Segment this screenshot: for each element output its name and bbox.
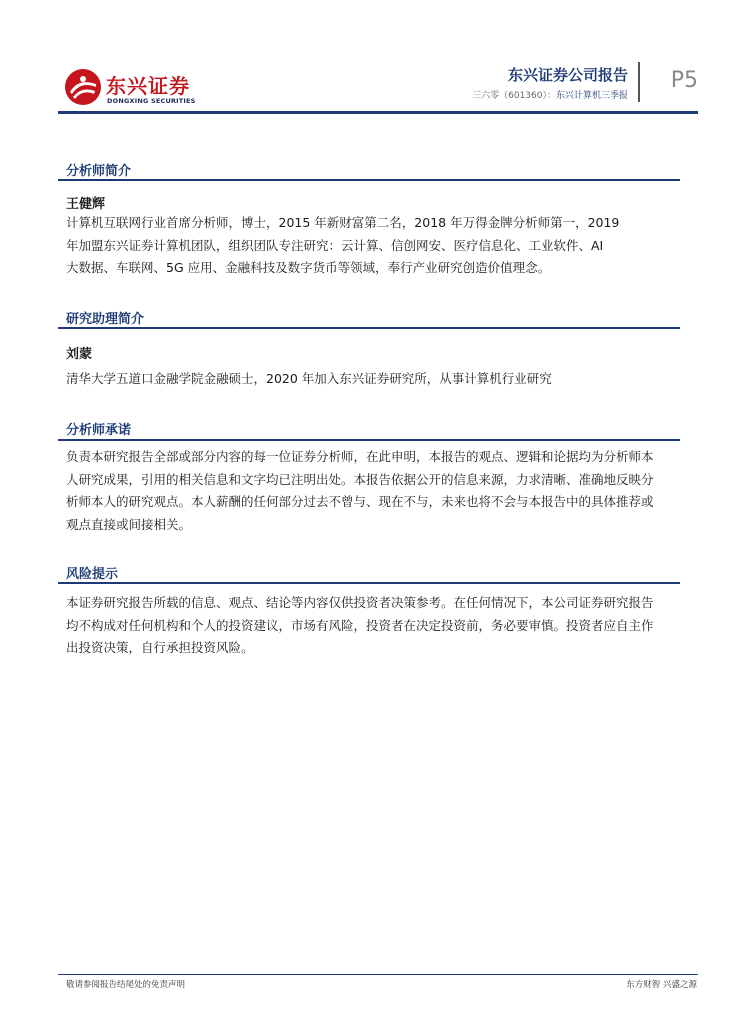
pledge-line: 负责本研究报告全部或部分内容的每一位证券分析师，在此申明，本报告的观点、逻辑和论据均为分析师本 bbox=[66, 449, 654, 464]
risk-line: 出投资决策，自行承担投资风险。 bbox=[66, 640, 254, 655]
logo-english-name: DONGXING SECURITIES bbox=[107, 97, 196, 105]
pledge-line: 观点直接或间接相关。 bbox=[66, 516, 192, 532]
report-subtitle-prefix: 三六零（601360）： bbox=[472, 91, 556, 101]
analyst-bio-line: 大数据、车联网、5G 应用、金融科技及数字货币等领域，奉行产业研究创造价值理念。 bbox=[66, 260, 551, 275]
section-rule-analyst-intro bbox=[58, 179, 680, 181]
footer-rule bbox=[58, 974, 698, 975]
footer-slogan: 东方财智 兴盛之源 bbox=[626, 980, 697, 990]
analyst-bio-line: 计算机互联网行业首席分析师，博士，2015 年新财富第二名，2018 年万得金牌分析师第一，2019 bbox=[66, 215, 620, 230]
company-logo bbox=[64, 68, 234, 108]
assistant-bio-line: 清华大学五道口金融学院金融硕士，2020 年加入东兴证券研究所，从事计算机行业研究 bbox=[66, 371, 552, 386]
analyst-name: 王健辉 bbox=[66, 197, 106, 212]
risk-notice-text bbox=[66, 592, 680, 660]
report-title: 东兴证券公司报告 bbox=[507, 66, 628, 84]
assistant-name: 刘蒙 bbox=[66, 347, 93, 362]
section-rule-analyst-pledge bbox=[58, 439, 680, 441]
report-subtitle-accent: 东兴计算机三季报 bbox=[555, 91, 628, 101]
logo-chinese-name: 东兴证券 bbox=[106, 74, 190, 98]
header-divider bbox=[638, 62, 640, 102]
analyst-bio-line: 年加盟东兴证券计算机团队，组织团队专注研究：云计算、信创网安、医疗信息化、工业软件、AI bbox=[66, 237, 604, 253]
section-title-analyst-intro: 分析师简介 bbox=[66, 164, 132, 179]
pledge-line: 析师本人的研究观点。本人薪酬的任何部分过去不曾与、现在不与，未来也将不会与本报告中的具体推荐或 bbox=[66, 494, 654, 509]
report-subtitle bbox=[472, 88, 628, 101]
section-title-risk-notice: 风险提示 bbox=[66, 567, 119, 582]
dongxing-logo-icon bbox=[64, 68, 102, 106]
header-rule bbox=[58, 111, 698, 114]
section-title-analyst-pledge: 分析师承诺 bbox=[66, 423, 132, 438]
page-header bbox=[58, 60, 698, 112]
page-number: P5 bbox=[670, 68, 698, 93]
footer-disclaimer-note: 敬请参阅报告结尾处的免责声明 bbox=[66, 980, 186, 990]
section-title-assistant-intro: 研究助理简介 bbox=[66, 312, 145, 327]
analyst-pledge-text bbox=[66, 446, 680, 536]
assistant-bio bbox=[66, 368, 680, 391]
pledge-line: 人研究成果，引用的相关信息和文字均已注明出处。本报告依据公开的信息来源，力求清晰、准确地反映分 bbox=[66, 471, 654, 487]
analyst-bio bbox=[66, 212, 680, 280]
risk-line: 均不构成对任何机构和个人的投资建议，市场有风险，投资者在决定投资前，务必要审慎。投资者应自主作 bbox=[66, 617, 654, 633]
risk-line: 本证券研究报告所载的信息、观点、结论等内容仅供投资者决策参考。在任何情况下，本公司证券研究报告 bbox=[66, 595, 654, 610]
section-rule-assistant-intro bbox=[58, 327, 680, 329]
section-rule-risk-notice bbox=[58, 582, 680, 584]
